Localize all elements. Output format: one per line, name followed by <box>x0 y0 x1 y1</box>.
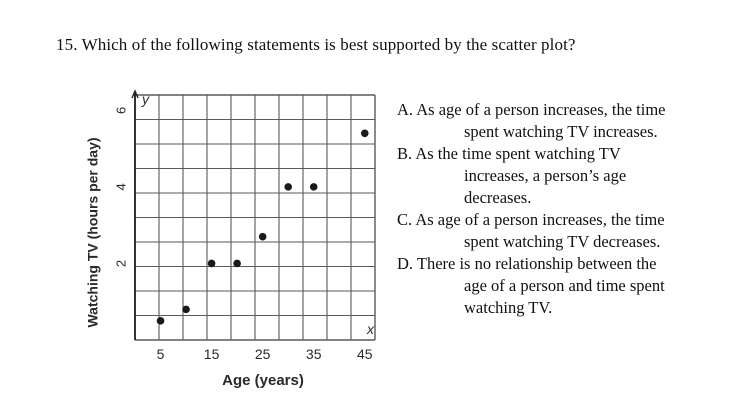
y-axis-label: Watching TV (hours per day) <box>84 137 101 328</box>
x-tick-label: 15 <box>203 346 220 362</box>
choice-d[interactable] <box>397 253 742 319</box>
question-text: 15. Which of the following statements is best supported by the scatter plot? <box>56 35 576 54</box>
y-axis-letter: y <box>142 91 149 107</box>
scatter-plot <box>80 88 390 398</box>
data-points <box>157 129 369 324</box>
x-axis-letter: x <box>367 321 374 337</box>
choice-d-line-3: watching TV. <box>464 298 553 317</box>
scatter-point <box>208 260 216 268</box>
choice-c-line-1: C. As age of a person increases, the time <box>397 210 665 229</box>
grid <box>132 91 375 340</box>
y-tick-label: 6 <box>113 106 129 114</box>
choice-b-line-3: decreases. <box>464 188 532 207</box>
y-tick-label: 4 <box>113 183 129 191</box>
choice-c[interactable] <box>397 209 742 253</box>
answer-choices <box>397 99 742 319</box>
choice-a-line-1: A. As age of a person increases, the time <box>397 100 666 119</box>
scatter-point <box>233 260 241 268</box>
choice-d-line-1: D. There is no relationship between the <box>397 254 657 273</box>
choice-a[interactable] <box>397 99 742 143</box>
scatter-point <box>157 317 165 325</box>
choice-b-line-2: increases, a person’s age <box>464 166 627 185</box>
choice-b-line-1: B. As the time spent watching TV <box>397 144 621 163</box>
choice-d-line-2: age of a person and time spent <box>464 276 665 295</box>
scatter-point <box>182 306 190 314</box>
scatter-point <box>361 129 369 137</box>
choice-c-line-2: spent watching TV decreases. <box>464 232 661 251</box>
scatter-point <box>259 233 267 241</box>
tick-labels <box>113 107 372 362</box>
x-axis-label: Age (years) <box>222 372 304 389</box>
choice-a-line-2: spent watching TV increases. <box>464 122 658 141</box>
x-tick-label: 5 <box>156 346 165 362</box>
choice-b[interactable] <box>397 143 742 209</box>
x-tick-label: 45 <box>356 346 373 362</box>
x-tick-label: 35 <box>305 346 322 362</box>
scatter-point <box>284 183 292 191</box>
scatter-plot-svg <box>80 88 390 398</box>
y-tick-label: 2 <box>113 259 129 268</box>
scatter-point <box>310 183 318 191</box>
x-tick-label: 25 <box>254 346 271 362</box>
